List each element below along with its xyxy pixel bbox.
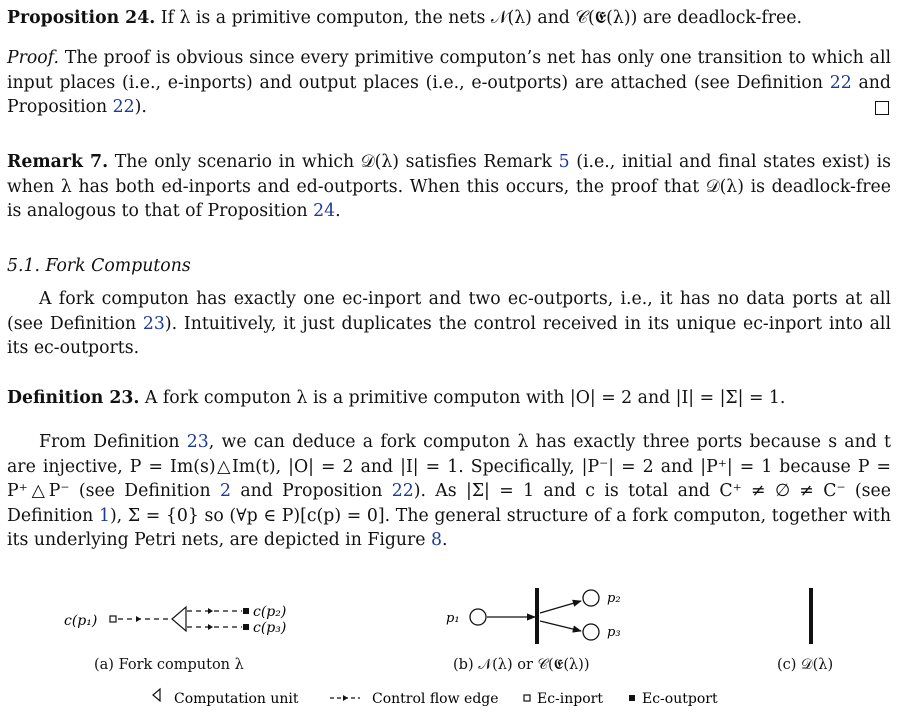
paragraph-text: From Definition xyxy=(39,432,187,452)
remark-7 xyxy=(7,150,891,224)
proof-text: and Proposition xyxy=(7,72,891,117)
label-c-p2: c(p₂) xyxy=(253,604,287,620)
ref-proposition-22[interactable]: 22 xyxy=(391,481,414,501)
place-p3 xyxy=(583,624,599,640)
ref-definition-23[interactable]: 23 xyxy=(186,432,209,452)
definition-text: A fork computon λ is a primitive computon with |O| = 2 and |I| = |Σ| = 1. xyxy=(139,388,786,408)
ref-definition-23[interactable]: 23 xyxy=(142,313,165,334)
paragraph-text: ), Σ = {0} so (∀p ∈ P)[c(p) = 0]. The general structure of a fork computon, together with its underlying Petri nets, are depicted in Figure xyxy=(7,505,891,550)
remark-text: (i.e., initial and final states exist) is when λ has both ed-inports and ed-outports. When this occurs, the proof that 𝒟(λ) is deadlock-free is analogous to that of Proposition xyxy=(7,152,891,221)
proof-paragraph xyxy=(7,46,891,120)
ec-outport-icon xyxy=(243,624,249,630)
computation-unit-icon xyxy=(153,689,160,701)
figure-legend xyxy=(153,689,718,707)
place-label-p2: p₂ xyxy=(607,591,621,606)
place-label-p3: p₃ xyxy=(607,625,621,640)
arrow-icon xyxy=(136,616,141,622)
fork-paragraph xyxy=(7,287,891,361)
transition-bar xyxy=(535,588,539,644)
computation-unit-icon xyxy=(172,607,186,631)
caption-c: (c) 𝒟(λ) xyxy=(777,657,834,673)
proof-text: ). xyxy=(134,97,147,117)
ref-proposition-22[interactable]: 22 xyxy=(112,97,135,117)
paragraph-text: ). Intuitively, it just duplicates the control received in its unique ec-inport into all its ec-outports. xyxy=(7,313,891,358)
ref-definition-2[interactable]: 2 xyxy=(219,481,231,501)
proof-label: Proof. xyxy=(7,48,59,68)
label-c-p3: c(p₃) xyxy=(253,620,287,636)
caption-b: (b) 𝒩(λ) or 𝒞(𝕰(λ)) xyxy=(453,657,590,673)
legend-control-flow: Control flow edge xyxy=(372,691,499,707)
figure-8 xyxy=(0,585,899,716)
legend-computation-unit: Computation unit xyxy=(174,691,299,707)
place-p2 xyxy=(583,590,599,606)
arrow-icon xyxy=(343,695,348,701)
arc-transition-p2 xyxy=(540,601,581,613)
petri-net-diagram xyxy=(446,588,621,644)
ref-proposition-24[interactable]: 24 xyxy=(313,201,336,221)
caption-a: (a) Fork computon λ xyxy=(94,657,244,673)
fork-computon-diagram xyxy=(64,604,286,636)
qed-square-icon xyxy=(875,101,889,115)
place-p1 xyxy=(470,609,486,625)
d-net-diagram xyxy=(809,588,813,644)
transition-bar xyxy=(809,588,813,644)
ref-remark-5[interactable]: 5 xyxy=(558,152,570,172)
ec-outport-icon xyxy=(243,608,249,614)
ref-definition-1[interactable]: 1 xyxy=(98,505,110,526)
ec-inport-icon xyxy=(110,616,116,622)
paragraph-text: ). As |Σ| = 1 and c is total and C⁺ ≠ ∅ ≠ C⁻ (see Definition xyxy=(7,481,891,526)
label-c-p1: c(p₁) xyxy=(64,613,98,629)
legend-ec-outport: Ec-outport xyxy=(642,691,718,707)
ec-inport-icon xyxy=(524,695,530,701)
place-label-p1: p₁ xyxy=(446,611,460,626)
paragraph-text: , we can deduce a fork computon λ has exactly three ports because s and t are injective, P = Im(s)△Im(t), |O| = 2 and |I| = 1. Specifically, |P⁻| = 2 and |P⁺| = 1 because P = P⁺△P⁻ (see Definition xyxy=(7,432,891,501)
legend-ec-inport: Ec-inport xyxy=(537,691,603,707)
definition-23 xyxy=(7,386,785,411)
arc-transition-p3 xyxy=(540,621,581,631)
definition-label: Definition 23. xyxy=(7,388,140,408)
ref-figure-8[interactable]: 8 xyxy=(431,530,443,550)
remark-text: . xyxy=(335,201,341,221)
proof-text: The proof is obvious since every primitive computon’s net has only one transition to which all input places (i.e., e-inports) and output places (i.e., e-outports) are attached (see Definition xyxy=(7,48,891,93)
remark-text: The only scenario in which 𝒟(λ) satisfies Remark xyxy=(108,152,559,172)
proposition-text: If λ is a primitive computon, the nets 𝒩(λ) and 𝒞(𝕰(λ)) are deadlock-free. xyxy=(155,8,802,28)
paragraph-text: . xyxy=(442,530,448,550)
proposition-label: Proposition 24. xyxy=(7,8,156,28)
section-heading: 5.1. Fork Computons xyxy=(7,256,191,276)
ref-definition-22[interactable]: 22 xyxy=(829,72,852,93)
remark-label: Remark 7. xyxy=(7,152,109,172)
proposition-24 xyxy=(7,6,802,31)
arrow-icon xyxy=(208,608,213,614)
arrow-icon xyxy=(208,624,213,630)
paragraph-text: and Proposition xyxy=(230,481,392,501)
paragraph-text: A fork computon has exactly one ec-inport and two ec-outports, i.e., it has no data ports at all (see Definition xyxy=(7,289,891,334)
ec-outport-icon xyxy=(629,695,635,701)
deduce-paragraph xyxy=(7,430,891,553)
